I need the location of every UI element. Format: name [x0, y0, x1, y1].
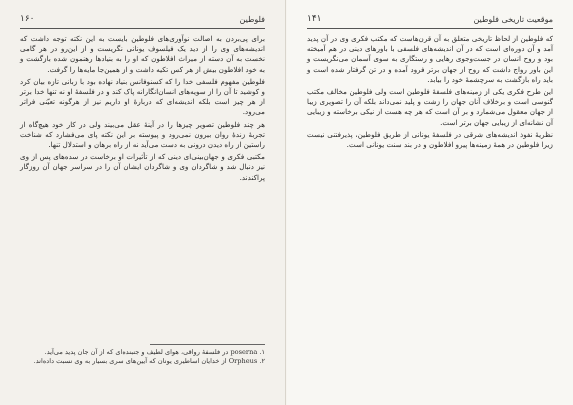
left-page-number: ۱۶۰	[20, 14, 35, 24]
right-page-header	[307, 12, 553, 26]
right-paragraph-2: این طرح فکری یکی از زمینه‌های فلسفهٔ فلوطین است ولی فلوطین مخالف مکتب گنوسی است و برخلاف آنان جهان را زشت و پلید نمی‌داند بلکه آن را تصویری زیبا از جهان معقول می‌شمارد و بر آن است که هر چه هست از نیکی برخاسته و زیبایی آن نشانه‌ای از زیبایی جهان برتر است.	[307, 87, 553, 127]
left-page	[0, 0, 286, 405]
left-page-header	[20, 12, 265, 26]
right-page-number: ۱۴۱	[307, 14, 322, 24]
right-paragraph-1: که فلوطین از لحاظ تاریخی متعلق به آن قرن‌هاست که مکتب فکری وی در آن پدید آمد و آن دوره‌ای است که در آن اندیشه‌های فلسفی با باورهای دینی در هم آمیخته بود و روح انسان در جست‌وجوی رهایی و رستگاری به سوی آسمان می‌نگریست و این باور رواج داشت که روح از جهان برتر فرود آمده و در تن گرفتار شده است و باید راه بازگشت به سرچشمهٔ خود را بیابد.	[307, 34, 553, 84]
left-header-rule	[20, 28, 265, 29]
left-running-title: فلوطین	[239, 14, 265, 24]
left-paragraph-3: هر چند فلوطین تصویر چیزها را در آینهٔ عقل می‌بیند ولی در کار خود هیچ‌گاه از تجربهٔ زندهٔ روان بیرون نمی‌رود و پیوسته بر این نکته پای می‌فشارد که شناخت راستین از راه دیدن درونی به دست می‌آید نه از راه برهان و استدلال تنها.	[20, 119, 265, 150]
left-footnote-1: ۱. poserna در فلسفهٔ رواقی، هوای لطیف و جنبنده‌ای که از آن جان پدید می‌آید.	[44, 348, 265, 356]
right-page-body	[307, 34, 553, 150]
left-paragraph-2: فلوطین مفهوم فلسفی خدا را که کسنوفانس بنیاد نهاده بود با زبانی تازه بیان کرد و کوشید تا آن را از سویه‌های انسان‌انگارانه پاک کند و در فلسفهٔ او نه تنها خدا برتر از هر چیز است بلکه اندیشه‌ای که دربارهٔ او داریم نیز از هرگونه تعیّنی فراتر می‌رود.	[20, 76, 265, 117]
left-paragraph-1: برای پی‌بردن به اصالت نوآوری‌های فلوطین بایست به این نکته توجه داشت که اندیشه‌های وی را از دید یک فیلسوف یونانی نگریست و از این‌رو در هر گامی نخست به آن دسته از میراث افلاطون که او را به بنیادها رهنمون شده بازگشت و به خود افلاطون بیش از هر کس تکیه داشت و از همین‌جا مایه‌ها را گرفت.	[20, 34, 265, 74]
left-paragraph-4: مکتبی فکری و جهان‌بینی‌ای دینی که از تأثیرات او برخاست در سده‌های پس از وی نیز دنبال شد و شاگردان وی و شاگردان ایشان آن را در سراسر جهان آن روزگار پراکندند.	[20, 152, 265, 182]
right-running-title: موقعیت تاریخی فلوطین	[473, 14, 553, 24]
right-page	[287, 0, 573, 405]
left-footnotes	[20, 348, 265, 366]
left-footnote-rule	[150, 344, 265, 345]
right-paragraph-3: نظریهٔ نفوذ اندیشه‌های شرقی در فلسفهٔ یونانی از طریق فلوطین، پذیرفتنی نیست زیرا فلوطین در همهٔ زمینه‌ها پیرو افلاطون و در بند سنت یونانی است.	[307, 129, 553, 150]
right-header-rule	[307, 28, 553, 29]
left-page-body	[20, 34, 265, 183]
left-footnote-2: ۲. Orpheus از خدایان اساطیری یونان که آیین‌های سری بسیار به وی نسبت داده‌اند.	[33, 357, 265, 365]
